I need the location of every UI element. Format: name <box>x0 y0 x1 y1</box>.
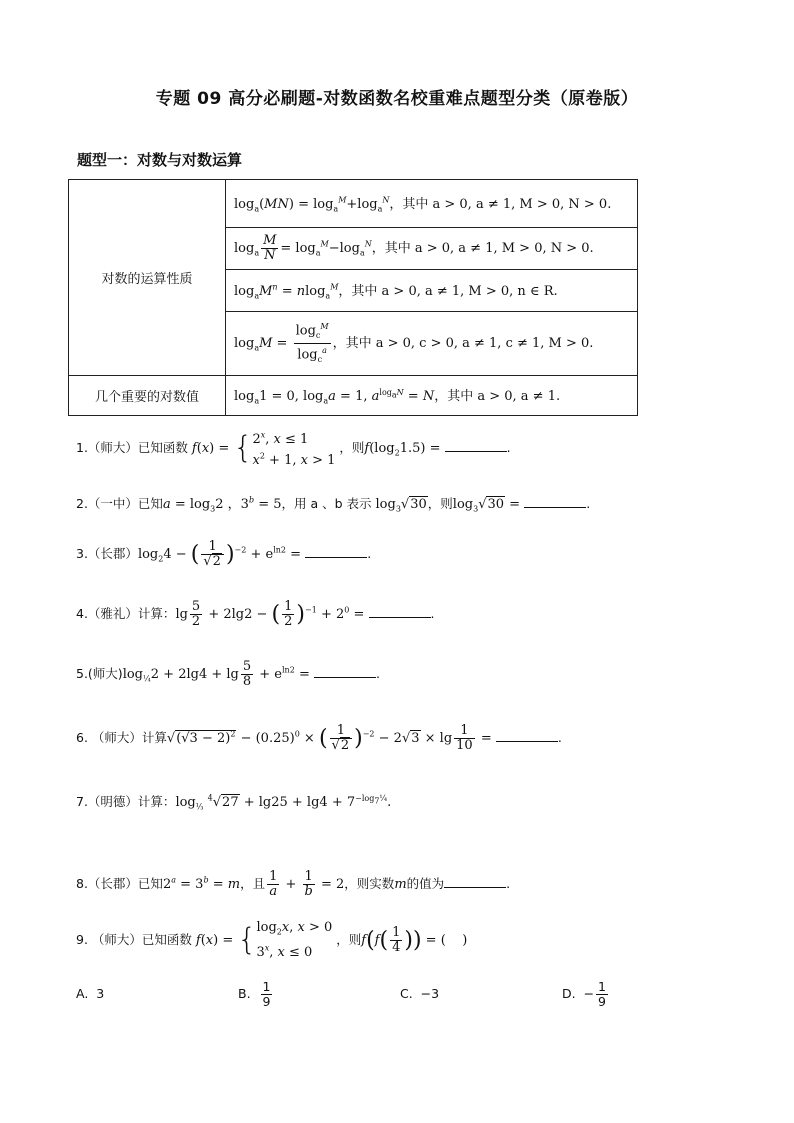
question-8: 8.（长郡）已知$2^a = 3^b = m$，且 $\frac{1}{a}$ + $\frac{1}{b}$ = 2，则实数m的值为 . <box>76 869 511 899</box>
question-9: 9. （师大）已知函数 $f(x) = \{\log_2x$, x > 0 3$^x$, x ≤ 0 ，则f(f( $\frac{1}{4}$ )) = ( ) <box>76 920 468 960</box>
answer-blank <box>496 729 558 742</box>
question-7: 7.（明德）计算：$\log_{\frac{1}{3}} ^4√27 + \lg 25 + \lg 4 + 7^{-log_7\frac{1}{4}}$. <box>76 793 392 812</box>
option-a[interactable]: A. 3 <box>76 986 105 1001</box>
option-c[interactable]: C. −3 <box>400 986 440 1001</box>
answer-blank <box>369 605 431 618</box>
table-row-quotient: $\log_a$ $\frac{M}{N}$ = $\log_a^M-\log_a^N$，其中 a > 0, a ≠ 1, M > 0, N > 0. <box>226 228 638 270</box>
answer-blank <box>444 875 506 888</box>
answer-blank <box>524 495 586 508</box>
question-2: 2.（一中）已知$a = \log_32$ ，$3^b = 5$，用 a 、b 表示 $\log_3√30$，则$\log_3√30$ = . <box>76 495 591 514</box>
table-label-ops: 对数的运算性质 <box>69 180 226 376</box>
question-6: 6. （师大）计算$√(√3 - 2)^2 - (0.25)^0$ × ( $\frac{1}{√2}$ )$^{-2}$ − 2√3 × lg $\frac{1}{10}$ = . <box>76 723 562 753</box>
question-3: 3.（长郡）$\log_24$ − ( $\frac{1}{√2}$ )$^{-2} + e^{ln2}$ = . <box>76 539 372 569</box>
table-label-values: 几个重要的对数值 <box>69 376 226 416</box>
log-properties-table <box>68 179 638 416</box>
table-row-values: $\log_a1 = 0$, $\log_aa = 1$, $a^{log_aN} = N$，其中 a > 0, a ≠ 1. <box>226 376 638 416</box>
table-row-product: $\log_a(MN) = \log_a^M+\log_a^N$，其中 a > 0, a ≠ 1, M > 0, N > 0. <box>226 180 638 228</box>
question-1: 1.（师大）已知函数 $f(x) = \{2^x$, x ≤ 1 $x^2 + 1$, x > 1 ，则$f(\log_21.5)$ = . <box>76 430 511 468</box>
option-d[interactable]: D. − $\frac{1}{9}$ <box>562 979 606 1009</box>
document-title: 专题 09 高分必刷题-对数函数名校重难点题型分类（原卷版） <box>155 89 639 109</box>
section-heading: 题型一：对数与对数运算 <box>77 151 243 169</box>
table-row-power: $\log_aM^n = nlog_a^M$，其中 a > 0, a ≠ 1, M > 0, n ∈ R. <box>226 270 638 312</box>
question-4: 4.（雅礼）计算：lg $\frac{5}{2}$ + 2lg2 − ( $\frac{1}{2}$ )$^{-1} + 2^0$ = . <box>76 599 435 629</box>
answer-blank <box>305 545 367 558</box>
table-row-change-base: $\log_aM$ = $\frac{\log_c^M}{\log_c^a}$ ，其中 a > 0, c > 0, a ≠ 1, c ≠ 1, M > 0. <box>226 312 638 376</box>
answer-blank <box>445 439 507 452</box>
answer-blank <box>314 665 376 678</box>
question-5: 5.(师大)$\log_{\frac{1}{4}}2 + 2\lg 4 + \lg$ $\frac{5}{8}$ + $e^{ln2}$ = . <box>76 659 380 689</box>
option-b[interactable]: B. $\frac{1}{9}$ <box>238 979 271 1009</box>
